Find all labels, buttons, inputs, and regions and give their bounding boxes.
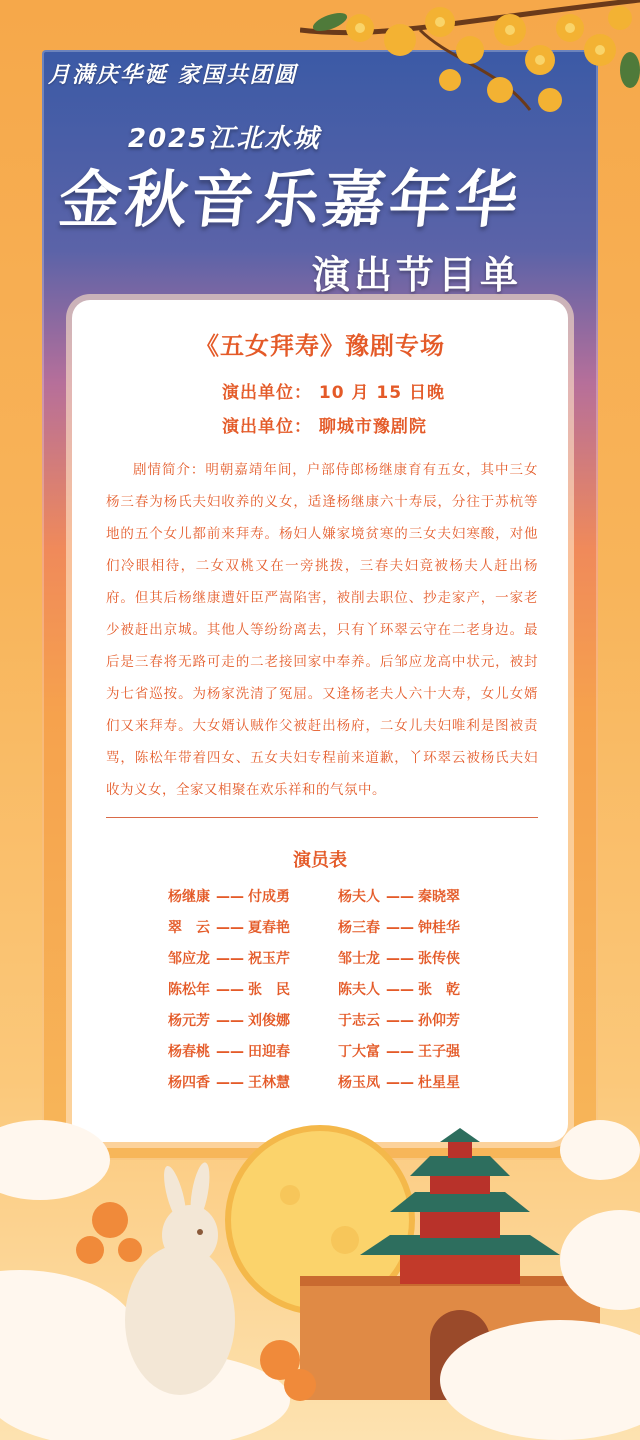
cast-role: 邹应龙 — [168, 951, 210, 967]
program-subtitle: 演出节目单 — [312, 253, 523, 297]
cast-dash: —— — [216, 982, 244, 998]
cast-list-right — [338, 884, 538, 1101]
show-unit-value: 聊城市豫剧院 — [318, 417, 427, 437]
cast-role: 邹士龙 — [338, 951, 380, 967]
cast-row — [338, 977, 538, 1008]
show-title: 《五女拜寿》豫剧专场 — [195, 332, 445, 360]
cast-actor: 祝玉芹 — [248, 951, 290, 967]
cast-dash: —— — [386, 951, 414, 967]
cast-role: 杨继康 — [168, 889, 210, 905]
cast-role: 杨三春 — [338, 920, 380, 936]
cast-row — [338, 946, 538, 977]
cast-actor: 夏春艳 — [248, 920, 290, 936]
cast-role: 翠 云 — [168, 920, 210, 936]
show-time-label: 演出单位： — [222, 383, 312, 403]
cast-dash: —— — [216, 951, 244, 967]
divider — [106, 817, 538, 818]
cast-role: 杨玉凤 — [338, 1075, 380, 1091]
cast-actor: 王林慧 — [248, 1075, 290, 1091]
cast-role: 丁大富 — [338, 1044, 380, 1060]
cast-actor: 孙仰芳 — [418, 1013, 460, 1029]
cast-title: 演员表 — [293, 850, 347, 871]
jade-rabbit-icon — [125, 1161, 235, 1395]
cast-dash: —— — [386, 1013, 414, 1029]
cast-dash: —— — [216, 920, 244, 936]
cast-dash: —— — [386, 920, 414, 936]
cast-actor: 钟桂华 — [418, 920, 460, 936]
cast-actor: 王子强 — [418, 1044, 460, 1060]
cast-actor: 刘俊娜 — [248, 1013, 290, 1029]
show-time-value: 10 月 15 日晚 — [318, 383, 445, 403]
cast-dash: —— — [386, 1075, 414, 1091]
cast-dash: —— — [216, 1075, 244, 1091]
cast-actor: 秦晓翠 — [418, 889, 460, 905]
osmanthus-flowers-icon — [300, 0, 640, 120]
show-unit — [222, 412, 427, 437]
cast-row — [338, 1039, 538, 1070]
cast-actor: 付成勇 — [248, 889, 290, 905]
cast-dash: —— — [386, 982, 414, 998]
cast-row — [338, 915, 538, 946]
cast-role: 杨四香 — [168, 1075, 210, 1091]
cast-role: 陈松年 — [168, 982, 210, 998]
cast-role: 于志云 — [338, 1013, 380, 1029]
cast-row — [338, 1070, 538, 1101]
cast-dash: —— — [386, 1044, 414, 1060]
event-year-title: 2025江北水城 — [128, 124, 321, 154]
cast-dash: —— — [386, 889, 414, 905]
cast-actor: 张 民 — [248, 982, 290, 998]
event-main-title: 金秋音乐嘉年华 — [55, 163, 526, 236]
cast-role: 杨春桃 — [168, 1044, 210, 1060]
cast-dash: —— — [216, 889, 244, 905]
cast-row — [338, 1008, 538, 1039]
cast-role: 陈夫人 — [338, 982, 380, 998]
cast-role: 杨元芳 — [168, 1013, 210, 1029]
cast-actor: 杜星星 — [418, 1075, 460, 1091]
bottom-illustration — [0, 1100, 640, 1440]
cast-actor: 田迎春 — [248, 1044, 290, 1060]
cast-dash: —— — [216, 1013, 244, 1029]
cast-actor: 张 乾 — [418, 982, 460, 998]
plot-synopsis: 剧情简介：明朝嘉靖年间，户部侍郎杨继康育有五女，其中三女杨三春为杨氏夫妇收养的义女，适逢杨继康六十寿辰，分往于苏杭等地的五个女儿都前来拜寿。杨妇人嫌家境贫寒的三女夫妇寒酸，对他们冷眼相待，二女双桃又在一旁挑拨，三春夫妇竟被杨夫人赶出杨府。但其后杨继康遭奸臣严嵩陷害，被削去职位、抄走家产，一家老少被赶出京城。其他人等纷纷离去，只有丫环翠云守在二老身边。最后是三春将无路可走的二老接回家中奉养。后邹应龙高中状元，被封为七省巡按。为杨家洗清了冤屈。又逢杨老夫人六十大寿，女儿女婿们又来拜寿。大女婿认贼作父被赶出杨府，二女儿夫妇唯利是图被责骂，陈松年带着四女、五女夫妇专程前来道歉，丫环翠云被杨氏夫妇收为义女，全家又相聚在欢乐祥和的气氛中。 — [106, 462, 538, 798]
cast-actor: 张传侠 — [418, 951, 460, 967]
show-time — [222, 378, 445, 403]
slogan: 月满庆华诞 家国共团圆 — [48, 63, 298, 88]
cast-row — [338, 884, 538, 915]
cast-dash: —— — [216, 1044, 244, 1060]
cast-role: 杨夫人 — [338, 889, 380, 905]
show-unit-label: 演出单位： — [222, 417, 312, 437]
